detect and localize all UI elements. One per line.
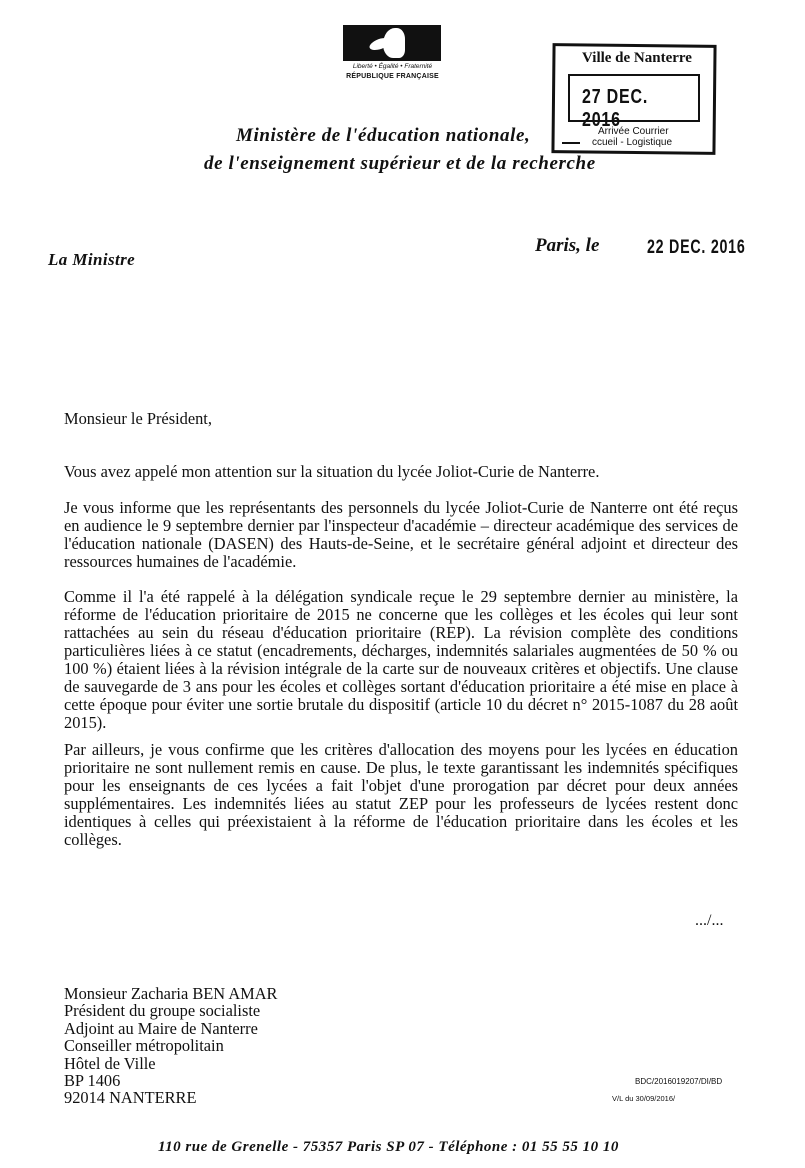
stamp-dash <box>562 142 580 144</box>
recipient-line: BP 1406 <box>64 1071 121 1091</box>
reference-vl: V/L du 30/09/2016/ <box>612 1094 676 1103</box>
ministry-title-line-1: Ministère de l'éducation nationale, <box>236 125 531 146</box>
republique-francaise-logo <box>340 25 445 87</box>
paragraph-2: Je vous informe que les représentants des personnels du lycée Joliot-Curie de Nanterre ont été reçus en audience le 9 septembre dernier par l'inspecteur d'académie – directeur académique des services de l'éducation nationale (DASEN) des Hauts-de-Seine, et le secrétaire général adjoint et directeur des ressources humaines de l'académie. <box>64 498 738 571</box>
stamp-line-1: Arrivée Courrier <box>598 126 669 137</box>
salutation: Monsieur le Président, <box>64 409 212 428</box>
recipient-line: Président du groupe socialiste <box>64 1001 261 1021</box>
reception-stamp <box>552 44 717 152</box>
footer-address: 110 rue de Grenelle - 75357 Paris SP 07 - Téléphone : 01 55 55 10 10 <box>158 1139 619 1155</box>
paragraph-3: Comme il l'a été rappelé à la délégation syndicale reçue le 29 septembre dernier au ministère, la réforme de l'éducation prioritaire de 2015 ne concerne que les collèges et les écoles qui leur sont rattachées au sein du réseau d'éducation prioritaire (REP). La révision complète des conditions particulières liées à ce statut (encadrements, décharges, indemnités salariales augmentées de 50 % ou 100 %) étaient liées à la révision intégrale de la carte sur de nouveaux critères et objectifs. Une clause de sauvegarde de 3 ans pour les écoles et collèges sortant d'éducation prioritaire a été mise en place à cette époque pour éviter une sortie brutale du dispositif (article 10 du décret n° 2015-1087 du 28 août 2015). <box>64 587 738 732</box>
recipient-line: Adjoint au Maire de Nanterre <box>64 1018 258 1038</box>
stamp-title: Ville de Nanterre <box>582 50 692 66</box>
recipient-line: 92014 NANTERRE <box>64 1088 197 1108</box>
logo-motto: Liberté • Égalité • Fraternité <box>352 63 433 70</box>
recipient-line: Conseiller métropolitain <box>64 1036 224 1056</box>
continued-marker: .../... <box>695 912 724 929</box>
logo-republic: RÉPUBLIQUE FRANÇAISE <box>346 73 439 80</box>
dateline-place: Paris, le <box>535 235 600 256</box>
paragraph-4: Par ailleurs, je vous confirme que les critères d'allocation des moyens pour les lycées en éducation prioritaire ne sont nullement remis en cause. De plus, le texte garantissant les indemnités spécifiques pour les enseignants de ces lycées a fait l'objet d'une prorogation par décret pour deux années supplémentaires. Les indemnités liées au statut ZEP pour les professeurs de lycées restent donc identiques à celles qui préexistaient à la réforme de l'éducation prioritaire dans les écoles et les collèges. <box>64 740 738 849</box>
recipient-line: Monsieur Zacharia BEN AMAR <box>64 984 278 1003</box>
paragraph-1: Vous avez appelé mon attention sur la situation du lycée Joliot-Curie de Nanterre. <box>64 462 600 481</box>
marianne-logo-icon <box>343 25 441 61</box>
stamp-line-2: ccueil - Logistique <box>592 137 673 148</box>
recipient-line: Hôtel de Ville <box>64 1053 156 1073</box>
recipient-address <box>64 985 278 1107</box>
ministry-title-line-2: de l'enseignement supérieur et de la recherche <box>204 153 596 174</box>
dateline-date: 22 DEC. 2016 <box>647 237 746 258</box>
reference-number: BDC/2016019207/DI/BD <box>635 1077 723 1086</box>
stamp-date: 27 DEC. 2016 <box>582 86 649 131</box>
sender-title: La Ministre <box>48 250 136 269</box>
